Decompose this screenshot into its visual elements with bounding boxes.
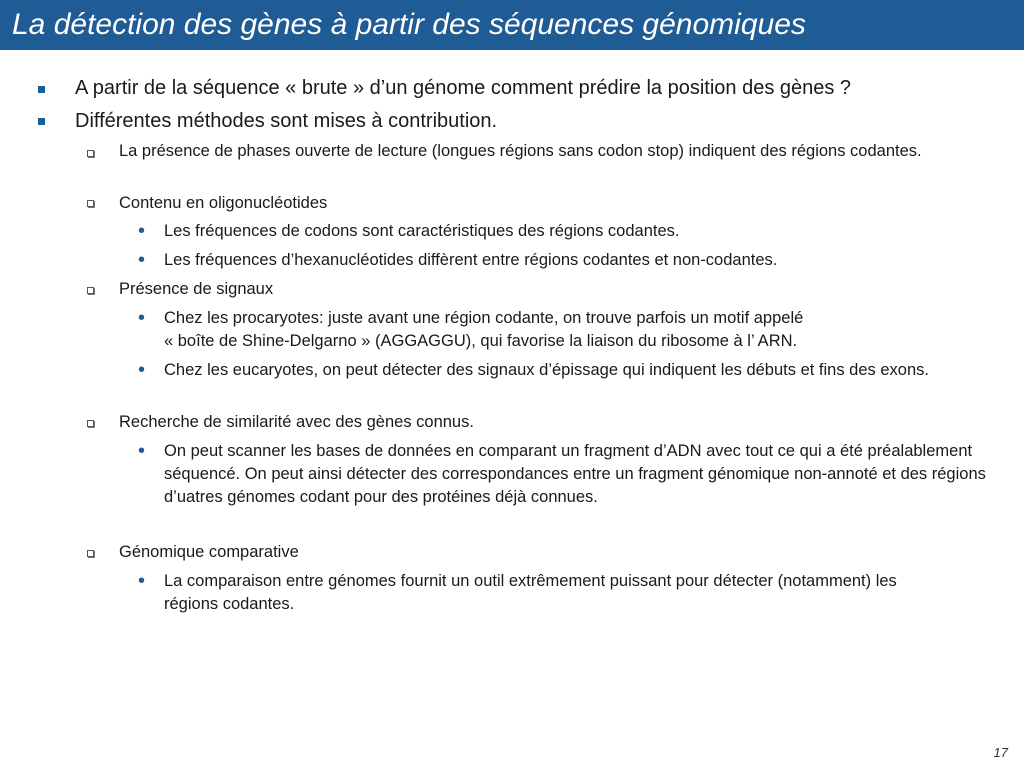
- hollow-square-bullet-icon: [87, 420, 94, 427]
- dot-bullet-icon: •: [138, 307, 146, 329]
- sub-sub-bullet-item: On peut scanner les bases de données en comparant un fragment d’ADN avec tout ce qui a été préalablement séquencé. On peut ainsi détecter des correspondances entre un fragment génomique non-annoté et des régions d’uatres génomes codant pour des protéines déjà connues.: [164, 442, 986, 506]
- dot-bullet-icon: •: [138, 570, 146, 592]
- hollow-square-bullet-icon: [87, 550, 94, 557]
- sub-bullet-item: Contenu en oligonucléotides: [119, 194, 328, 212]
- sub-bullet-item: La présence de phases ouverte de lecture (longues régions sans codon stop) indiquent des régions codantes.: [119, 142, 922, 160]
- sub-sub-bullet-item: Les fréquences d’hexanucléotides diffèrent entre régions codantes et non-codantes.: [164, 251, 778, 269]
- dot-bullet-icon: •: [138, 440, 146, 462]
- sub-sub-bullet-item-line: « boîte de Shine-Delgarno » (AGGAGGU), qui favorise la liaison du ribosome à l’ ARN.: [164, 332, 798, 350]
- page-number: 17: [993, 745, 1008, 760]
- sub-sub-bullet-item: Chez les eucaryotes, on peut détecter des signaux d’épissage qui indiquent les débuts et fins des exons.: [164, 361, 929, 379]
- dot-bullet-icon: •: [138, 220, 146, 242]
- hollow-square-bullet-icon: [87, 287, 94, 294]
- bullet-item: Différentes méthodes sont mises à contribution.: [75, 110, 498, 132]
- dot-bullet-icon: •: [138, 359, 146, 381]
- slide-title: La détection des gènes à partir des séquences génomiques: [12, 8, 806, 41]
- sub-bullet-item: Recherche de similarité avec des gènes connus.: [119, 413, 474, 431]
- sub-sub-bullet-item-line: Chez les procaryotes: juste avant une région codante, on trouve parfois un motif appelé: [164, 309, 804, 327]
- dot-bullet-icon: •: [138, 249, 146, 271]
- square-bullet-icon: [38, 86, 45, 93]
- hollow-square-bullet-icon: [87, 150, 94, 157]
- title-bar: [0, 0, 1024, 50]
- hollow-square-bullet-icon: [87, 200, 94, 207]
- bullet-item: A partir de la séquence « brute » d’un génome comment prédire la position des gènes ?: [75, 77, 852, 99]
- sub-sub-bullet-item: La comparaison entre génomes fournit un outil extrêmement puissant pour détecter (notamment) les régions codantes.: [164, 572, 897, 613]
- sub-bullet-item: Présence de signaux: [119, 280, 274, 298]
- square-bullet-icon: [38, 118, 45, 125]
- sub-sub-bullet-item: Les fréquences de codons sont caractéristiques des régions codantes.: [164, 222, 680, 240]
- sub-bullet-item: Génomique comparative: [119, 543, 299, 561]
